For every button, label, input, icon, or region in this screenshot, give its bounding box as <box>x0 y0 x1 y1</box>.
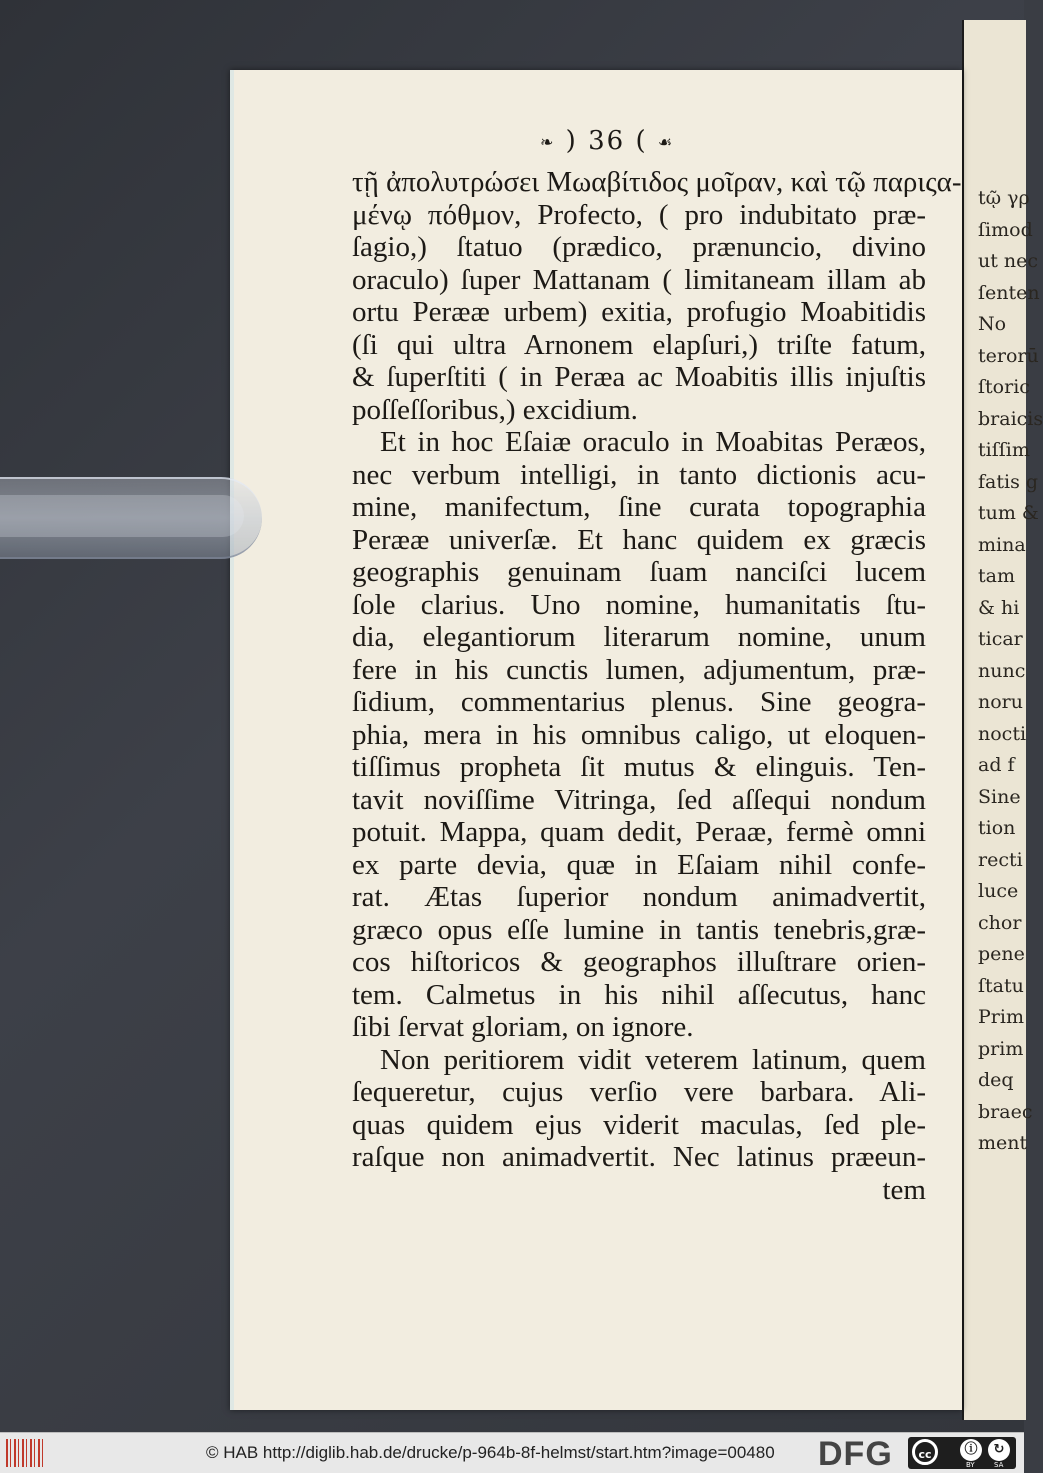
adjacent-page-fragment: Prim <box>978 1006 1024 1028</box>
text-line: (ſi qui ultra Arnonem elapſuri,) triſte fatum, <box>352 328 926 361</box>
adjacent-page-fragment: braicis <box>978 407 1043 430</box>
page-header <box>540 126 674 160</box>
header-paren-open: ) <box>565 126 578 156</box>
adjacent-page-fragment: ſtatu <box>978 974 1024 997</box>
text-line: tem. Calmetus in his nihil aſſecutus, hanc <box>352 978 926 1011</box>
text-line: raſque non animadvertit. Nec latinus præeun- <box>352 1141 926 1173</box>
adjacent-page-fragment: & hi <box>978 596 1020 619</box>
text-line: τῇ ἀπολυτρώσει Μωαβίτιδος μοῖραν, καὶ τῷ παριςα- <box>352 166 962 198</box>
adjacent-page-fragment: noru <box>978 691 1023 713</box>
adjacent-page-fragment: nocti <box>978 722 1027 745</box>
adjacent-page-fragment: chor <box>978 911 1022 934</box>
text-line: nec verbum intelligi, in tanto dictionis acu- <box>352 458 926 491</box>
text-line: & ſuperſtiti ( in Peræa ac Moabitis illis injuſtis <box>352 361 926 393</box>
text-line: μένῳ πόθμον, Profecto, ( pro indubitato præ- <box>352 198 926 231</box>
header-paren-close: ( <box>635 126 648 156</box>
adjacent-page-fragment: No <box>978 313 1007 335</box>
text-line: ex parte devia, quæ in Eſaiam nihil confe- <box>352 848 926 881</box>
text-line: ſagio,) ſtatuo (prædico, prænuncio, divino <box>352 231 926 263</box>
barcode-icon <box>6 1439 46 1467</box>
adjacent-page-fragment: pene <box>978 943 1025 965</box>
adjacent-page-fragment: tum & <box>978 502 1039 524</box>
adjacent-page-fragment: ſtoric <box>978 376 1030 398</box>
left-ornament-icon: ❧ <box>540 132 556 152</box>
adjacent-page-fragment: ut nec <box>978 250 1039 272</box>
attribution-icon: ⓘ <box>960 1439 982 1461</box>
page-clip <box>0 455 275 595</box>
adjacent-page-fragment: ad f <box>978 754 1015 776</box>
text-line: phia, mera in his omnibus caligo, ut eloquen- <box>352 718 926 751</box>
adjacent-page-fragment: braec <box>978 1100 1033 1123</box>
adjacent-page-fragment: ſimod <box>978 218 1033 241</box>
text-line: geographis genuinam ſuam nanciſci lucem <box>352 556 926 588</box>
text-line: ortu Perææ urbem) exitia, profugio Moabitidis <box>352 296 926 328</box>
adjacent-page <box>962 20 1043 1420</box>
adjacent-page-fragment: nunc <box>978 659 1026 682</box>
text-line: ſidium, commentarius plenus. Sine geogra- <box>352 686 926 718</box>
text-line: tavit noviſſime Vitringa, ſed aſſequi nondum <box>352 783 926 816</box>
text-line: Perææ univerſæ. Et hanc quidem ex græcis <box>352 523 926 556</box>
copyright-link[interactable]: © HAB http://diglib.hab.de/drucke/p-964b-8f-helmst/start.htm?image=00480 <box>206 1443 775 1462</box>
adjacent-page-fragment: deq <box>978 1069 1014 1091</box>
cc-license-badge[interactable] <box>908 1437 1016 1469</box>
text-line: tiſſimus propheta ſit mutus & elinguis. Ten- <box>352 751 926 783</box>
page-number: 36 <box>588 126 626 156</box>
text-line: dia, elegantiorum literarum nomine, unum <box>352 621 926 653</box>
text-line: mine, manifectum, ſine curata topographia <box>352 491 926 523</box>
text-line: cos hiſtoricos & geographos illuſtrare orien- <box>352 946 926 978</box>
catchword: tem <box>882 1173 926 1206</box>
text-line: ſibi ſervat gloriam, on ignore. <box>352 1011 694 1043</box>
adjacent-page-fragment: prim <box>978 1037 1024 1060</box>
adjacent-page-fragment: fatis g <box>978 470 1039 493</box>
adjacent-page-fragment: terorū <box>978 344 1039 367</box>
adjacent-page-fragment: tῷ γρ <box>978 187 1030 209</box>
by-label: BY <box>966 1461 975 1469</box>
body-text <box>352 166 962 1206</box>
share-alike-icon: ↻ <box>988 1439 1010 1461</box>
adjacent-page-fragment: mina <box>978 533 1026 556</box>
right-ornament-icon: ☙ <box>657 132 675 152</box>
adjacent-page-fragment: ticar <box>978 628 1023 650</box>
text-line: ſole clarius. Uno nomine, humanitatis ſtu- <box>352 588 926 621</box>
text-line: ſequeretur, cujus verſio vere barbara. Ali- <box>352 1076 926 1108</box>
cc-icon: cc <box>912 1439 938 1465</box>
text-line: oraculo) ſuper Mattanam ( limitaneam illam ab <box>352 263 926 296</box>
text-line: rat. Ætas ſuperior nondum animadvertit, <box>352 881 926 913</box>
adjacent-page-fragment: tion <box>978 817 1016 839</box>
adjacent-page-fragment: Sine <box>978 785 1021 808</box>
sa-label: SA <box>994 1461 1004 1469</box>
adjacent-page-fragment: luce <box>978 880 1019 902</box>
viewer-footer <box>0 1432 1024 1473</box>
adjacent-page-fragment: tam <box>978 565 1015 587</box>
text-line: Non peritiorem vidit veterem latinum, quem <box>380 1043 926 1076</box>
text-line: Et in hoc Eſaiæ oraculo in Moabitas Peræos, <box>380 426 926 458</box>
dfg-logo: DFG <box>818 1435 893 1473</box>
adjacent-page-fragment: ſenten <box>978 281 1040 304</box>
text-line: potuit. Mappa, quam dedit, Peraæ, fermè omni <box>352 816 926 848</box>
adjacent-page-text <box>964 183 1043 1160</box>
text-line: poſſeſſoribus,) excidium. <box>352 393 638 426</box>
clip-highlight <box>0 495 244 537</box>
text-line: fere in his cunctis lumen, adjumentum, præ- <box>352 653 926 686</box>
text-line: quas quidem ejus viderit maculas, ſed ple- <box>352 1108 926 1141</box>
adjacent-page-fragment: ment <box>978 1132 1028 1154</box>
adjacent-page-fragment: recti <box>978 848 1023 871</box>
adjacent-page-fragment: tiſſim <box>978 439 1030 461</box>
text-line: græco opus eſſe lumine in tantis tenebris,græ- <box>352 913 926 946</box>
